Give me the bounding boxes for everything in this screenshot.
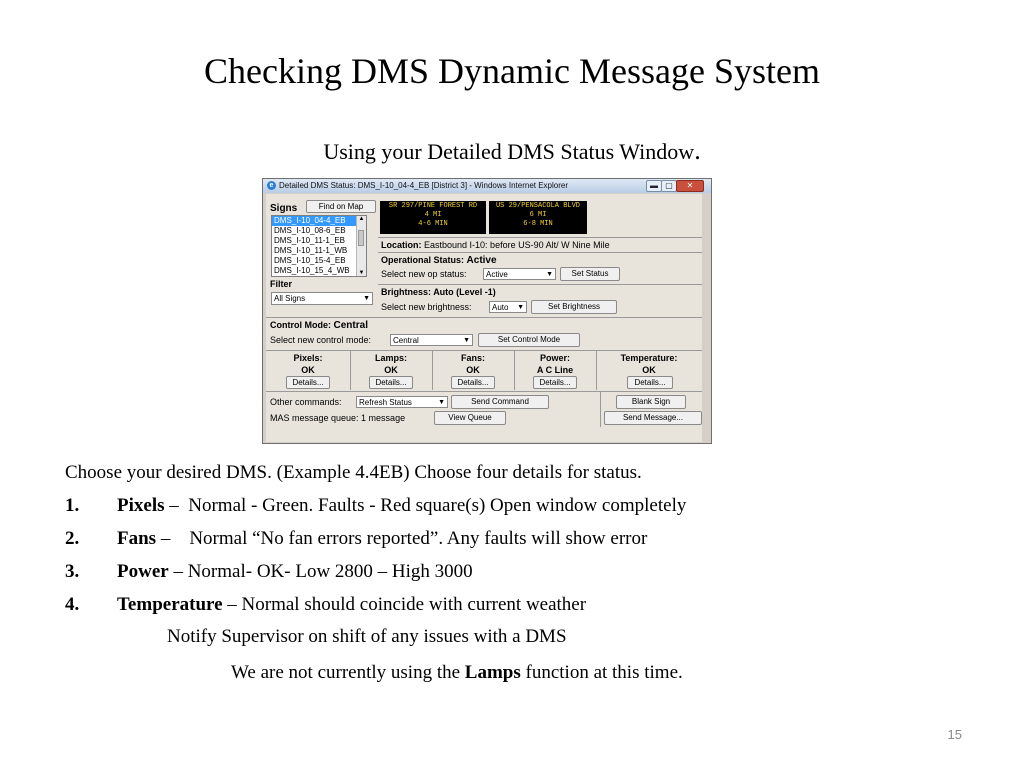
signs-list-items — [272, 216, 366, 276]
sign-list-item[interactable]: DMS_I-10_04-4_EB — [272, 216, 366, 226]
find-on-map-button[interactable]: Find on Map — [306, 200, 376, 213]
location-value: Eastbound I-10: before US-90 Alt/ W Nine Mile — [424, 240, 610, 250]
message-board-2 — [489, 201, 587, 234]
lamps-note-term: Lamps — [464, 662, 521, 683]
slide-title: Checking DMS Dynamic Message System — [204, 51, 820, 91]
intro-text: Choose your desired DMS. (Example 4.4EB) Choose four details for status. — [65, 462, 642, 483]
brightness-select-value: Auto — [492, 303, 509, 312]
lamps-value: OK — [384, 365, 398, 375]
select-control-mode-label: Select new control mode: — [270, 335, 372, 345]
item-number: 3. — [65, 561, 80, 582]
control-mode-value: Central — [333, 320, 368, 331]
chevron-down-icon: ▼ — [463, 337, 470, 344]
instruction-fans — [117, 528, 647, 550]
chevron-down-icon: ▼ — [517, 304, 524, 311]
notify-text: Notify Supervisor on shift of any issues with a DMS — [167, 626, 567, 647]
location-line — [381, 240, 610, 250]
signs-list-scrollbar[interactable] — [356, 216, 366, 276]
divider — [266, 317, 702, 318]
sign-list-item[interactable]: DMS_I-10_08-6_EB — [274, 226, 346, 235]
scroll-up-icon[interactable]: ▲ — [358, 216, 365, 222]
divider — [378, 252, 702, 253]
message-2-line-1: US 29/PENSACOLA BLVD — [495, 202, 580, 210]
item-number: 1. — [65, 495, 80, 516]
fans-value: OK — [466, 365, 480, 375]
select-brightness-label: Select new brightness: — [381, 302, 472, 312]
control-mode-select-value: Central — [393, 336, 419, 345]
close-button[interactable]: ✕ — [676, 180, 704, 192]
item-number: 2. — [65, 528, 80, 549]
message-board-1 — [380, 201, 486, 234]
lamps-note-before: We are not currently using the — [231, 662, 465, 683]
op-status-select[interactable] — [483, 268, 556, 280]
op-status-value: Active — [466, 255, 497, 266]
fans-label: Fans: — [460, 353, 485, 363]
instruction-temperature — [117, 594, 586, 616]
item-term: Pixels — [117, 495, 165, 516]
slide-subtitle — [0, 136, 1024, 166]
message-2-line-2: 6 MI — [529, 211, 547, 219]
select-op-status-label: Select new op status: — [381, 269, 467, 279]
divider — [266, 350, 702, 351]
chevron-down-icon: ▼ — [546, 271, 553, 278]
mas-queue-label: MAS message queue: 1 message — [270, 413, 406, 423]
sign-list-item[interactable]: DMS_I-10_15_4_WB — [274, 266, 350, 275]
lamps-note-after: function at this time. — [520, 662, 683, 683]
brightness-select[interactable] — [489, 301, 527, 313]
message-2-line-3: 6-8 MIN — [523, 220, 553, 228]
other-commands-select-value: Refresh Status — [359, 398, 412, 407]
divider — [378, 237, 702, 238]
power-details-button[interactable]: Details... — [533, 376, 577, 389]
send-message-button[interactable]: Send Message... — [604, 411, 702, 425]
window-titlebar — [263, 179, 711, 193]
sign-list-item[interactable]: DMS_I-10_11-1_WB — [274, 246, 348, 255]
subtitle-period: . — [694, 136, 701, 165]
pixels-label: Pixels: — [293, 353, 323, 363]
temperature-status — [596, 352, 702, 376]
signs-list[interactable] — [271, 215, 367, 277]
item-text: – Normal- OK- Low 2800 – High 3000 — [168, 561, 473, 582]
control-mode-line — [270, 320, 368, 331]
brightness-value: Auto (Level -1) — [433, 287, 496, 297]
op-status-select-value: Active — [486, 270, 508, 279]
power-value: A C Line — [536, 365, 574, 375]
blank-sign-button[interactable]: Blank Sign — [616, 395, 686, 409]
brightness-line — [381, 287, 496, 297]
filter-select[interactable] — [271, 292, 373, 305]
power-label: Power: — [539, 353, 570, 363]
maximize-button[interactable]: ▢ — [661, 180, 677, 192]
window-content — [266, 194, 702, 442]
set-status-button[interactable]: Set Status — [560, 267, 620, 281]
pixels-value: OK — [301, 365, 315, 375]
control-mode-select[interactable] — [390, 334, 473, 346]
dms-status-window — [262, 178, 712, 444]
minimize-button[interactable]: ▬ — [646, 180, 662, 192]
lamps-label: Lamps: — [374, 353, 407, 363]
chevron-down-icon: ▼ — [363, 295, 370, 302]
scroll-down-icon[interactable]: ▼ — [358, 270, 365, 276]
filter-select-value: All Signs — [274, 294, 306, 303]
lamps-status — [350, 352, 432, 376]
item-text: – Normal - Green. Faults - Red square(s) Open window completely — [164, 495, 687, 516]
set-control-mode-button[interactable]: Set Control Mode — [478, 333, 580, 347]
item-text: – Normal should coincide with current weather — [222, 594, 587, 615]
fans-details-button[interactable]: Details... — [451, 376, 495, 389]
message-1-line-3: 4-6 MIN — [418, 220, 448, 228]
lamps-details-button[interactable]: Details... — [369, 376, 413, 389]
lamps-note — [231, 662, 683, 684]
power-status — [514, 352, 596, 376]
scroll-thumb[interactable] — [358, 230, 364, 246]
control-mode-label: Control Mode: — [270, 320, 331, 330]
send-command-button[interactable]: Send Command — [451, 395, 549, 409]
op-status-label: Operational Status: — [381, 255, 465, 265]
location-label: Location: — [381, 240, 422, 250]
window-title: Detailed DMS Status: DMS_I-10_04-4_EB [District 3] - Windows Internet Explorer — [279, 181, 568, 190]
other-commands-label: Other commands: — [270, 397, 342, 407]
pixels-status — [266, 352, 350, 376]
item-text: – Normal “No fan errors reported”. Any faults will show error — [156, 528, 648, 549]
divider — [266, 391, 702, 392]
item-term: Temperature — [117, 594, 223, 615]
item-number: 4. — [65, 594, 80, 615]
subtitle-text: Using your Detailed DMS Status Window — [323, 139, 695, 164]
set-brightness-button[interactable]: Set Brightness — [531, 300, 617, 314]
instruction-power — [117, 561, 473, 583]
sign-list-item[interactable]: DMS_I-10_11-1_EB — [274, 236, 345, 245]
item-term: Power — [117, 561, 169, 582]
chevron-down-icon: ▼ — [438, 399, 445, 406]
divider — [600, 391, 601, 427]
temperature-label: Temperature: — [620, 353, 678, 363]
temperature-value: OK — [642, 365, 656, 375]
fans-status — [432, 352, 514, 376]
op-status-line — [381, 255, 497, 266]
page-number: 15 — [947, 727, 962, 742]
temperature-details-button[interactable]: Details... — [627, 376, 673, 389]
pixels-details-button[interactable]: Details... — [286, 376, 330, 389]
signs-label: Signs — [270, 203, 298, 214]
brightness-label: Brightness: — [381, 287, 432, 297]
instruction-pixels — [117, 495, 686, 517]
message-1-line-2: 4 MI — [424, 211, 442, 219]
filter-label: Filter — [270, 279, 293, 289]
divider — [378, 284, 702, 285]
ie-icon: e — [267, 181, 276, 190]
message-1-line-1: SR 297/PINE FOREST RD — [388, 202, 478, 210]
other-commands-select[interactable] — [356, 396, 448, 408]
view-queue-button[interactable]: View Queue — [434, 411, 506, 425]
sign-list-item[interactable]: DMS_I-10_15-4_EB — [274, 256, 346, 265]
item-term: Fans — [117, 528, 157, 549]
